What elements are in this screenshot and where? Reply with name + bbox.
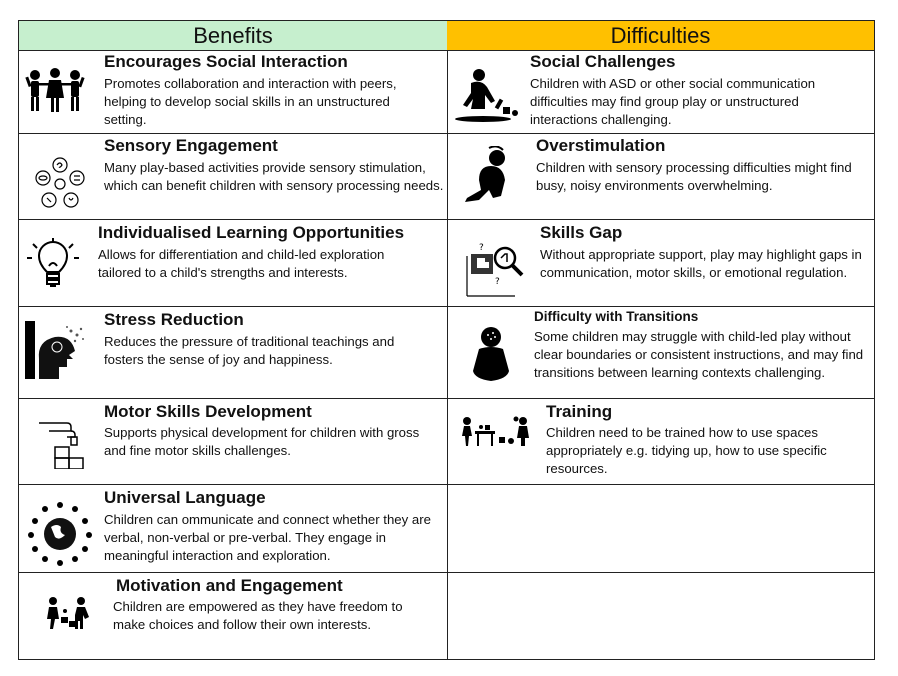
overwhelmed-child-icon	[461, 146, 521, 208]
comparison-table	[18, 20, 875, 660]
difficulty-row	[447, 134, 874, 220]
benefit-row	[19, 51, 447, 134]
benefit-description: Children are empowered as they have freedom to make choices and follow their own interests.	[113, 599, 403, 632]
difficulty-title: Difficulty with Transitions	[534, 309, 699, 324]
lightbulb-icon	[25, 236, 85, 296]
benefit-title: Motor Skills Development	[104, 402, 312, 421]
benefit-row	[19, 307, 447, 399]
children-holding-hands-icon	[25, 63, 85, 123]
benefit-title: Motivation and Engagement	[116, 576, 343, 595]
benefits-column	[19, 21, 448, 659]
benefit-title: Universal Language	[104, 488, 266, 507]
difficulty-description: Children need to be trained how to use spaces appropriately e.g. tidying up, how to use specific resources.	[546, 425, 827, 476]
svg-text:?: ?	[495, 277, 500, 287]
sitting-confused-child-icon	[469, 325, 513, 383]
difficulty-title: Skills Gap	[540, 223, 623, 242]
difficulties-header: Difficulties	[447, 21, 874, 51]
difficulty-row	[447, 307, 874, 399]
children-tidying-icon	[461, 415, 533, 447]
benefit-row	[19, 399, 447, 485]
difficulty-title: Overstimulation	[536, 136, 666, 155]
senses-icon	[31, 156, 89, 214]
hand-stacking-blocks-icon	[37, 417, 85, 469]
children-playing-icon	[43, 593, 95, 633]
stressed-head-icon	[25, 321, 89, 379]
benefit-row	[19, 134, 447, 220]
child-playing-sand-icon	[453, 67, 527, 123]
difficulty-description: Without appropriate support, play may highlight gaps in communication, motor skills, or emotional regulation.	[540, 247, 862, 280]
difficulty-description: Children with ASD or other social communication difficulties may find group play or unstructured interactions challenging.	[530, 76, 816, 127]
difficulty-description: Some children may struggle with child-led play without clear boundaries or consistent instructions, and may find transitions between learning contexts challenging.	[534, 329, 864, 380]
benefit-description: Children can ommunicate and connect whether they are verbal, non-verbal or pre-verbal. They engage in meaningful interaction and exploration.	[104, 512, 431, 563]
benefit-description: Many play-based activities provide sensory stimulation, which can benefit children with sensory processing needs.	[104, 160, 444, 193]
difficulty-title: Social Challenges	[530, 52, 676, 71]
benefit-row	[19, 220, 447, 307]
difficulty-row	[447, 220, 874, 307]
difficulty-row	[447, 51, 874, 134]
benefit-description: Allows for differentiation and child-led exploration tailored to a child's strengths and interests.	[98, 247, 385, 280]
benefit-row	[19, 573, 447, 660]
difficulty-title: Training	[546, 402, 613, 421]
difficulty-description: Children with sensory processing difficulties might find busy, noisy environments overwhelming.	[536, 160, 852, 193]
empty-difficulty-cell	[447, 485, 874, 573]
svg-text:?: ?	[479, 243, 484, 253]
empty-difficulty-cell	[447, 573, 874, 660]
difficulty-row	[447, 399, 874, 485]
difficulties-column	[447, 21, 874, 659]
benefit-row	[19, 485, 447, 573]
benefit-description: Supports physical development for children with gross and fine motor skills challenges.	[104, 425, 420, 458]
benefit-title: Sensory Engagement	[104, 136, 278, 155]
benefit-title: Individualised Learning Opportunities	[98, 223, 405, 242]
benefit-description: Promotes collaboration and interaction with peers, helping to develop social skills in an unstructured setting.	[104, 76, 397, 127]
benefit-description: Reduces the pressure of traditional teachings and fosters the sense of joy and happiness.	[104, 334, 395, 367]
globe-children-icon	[25, 499, 95, 569]
benefits-header: Benefits	[19, 21, 447, 51]
benefit-title: Stress Reduction	[104, 310, 244, 329]
benefit-title: Encourages Social Interaction	[104, 52, 348, 71]
puzzle-magnifier-icon	[465, 238, 527, 298]
